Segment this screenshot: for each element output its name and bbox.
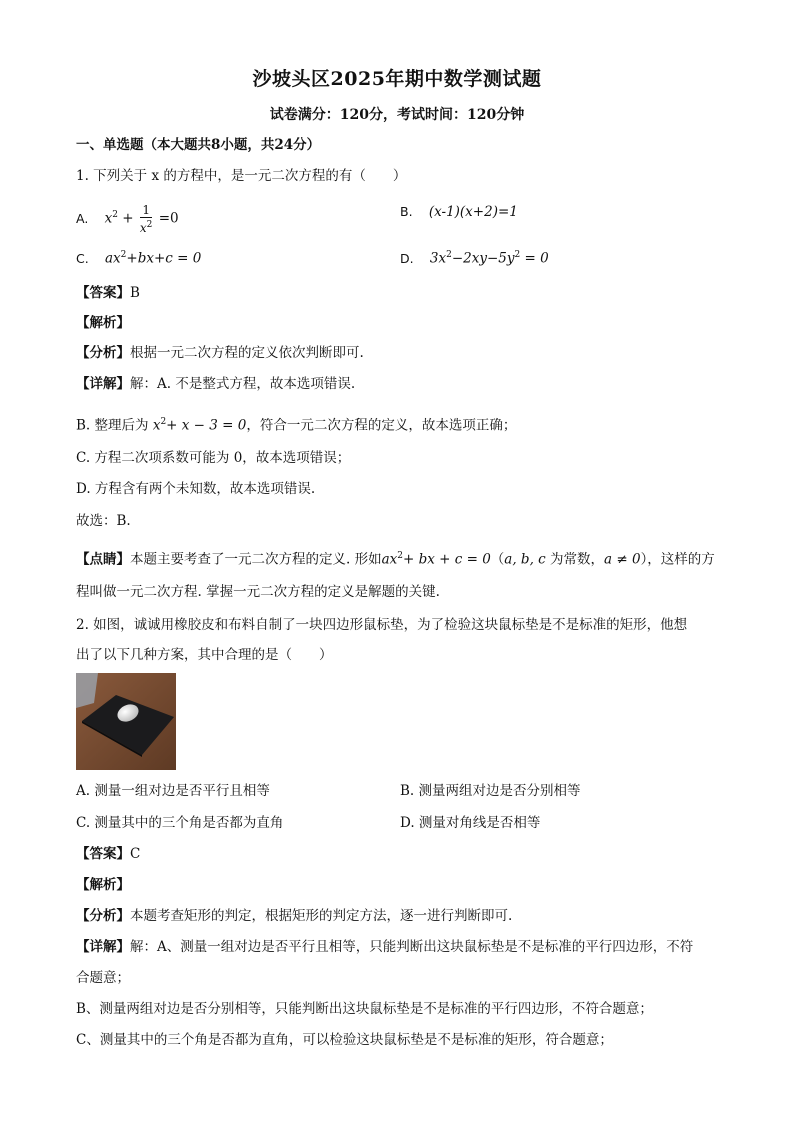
fraction: $\frac{1}{x^2}$ bbox=[139, 203, 153, 235]
q2-xiangjie: 【详解】解：A、测量一组对边是否平行且相等，只能判断出这块鼠标垫是不是标准的平行四边形，不符 bbox=[76, 939, 694, 955]
q1-option-b: B. (x-1)(x+2)=1 bbox=[400, 204, 518, 220]
q1-c-explanation: C. 方程二次项系数可能为 0，故本选项错误； bbox=[76, 450, 351, 466]
page-title: 沙坡头区2025年期中数学测试题 bbox=[252, 68, 542, 90]
q2-b-explanation: B、测量两组对边是否分别相等，只能判断出这块鼠标垫是不是标准的平行四边形，不符合题意； bbox=[76, 1001, 653, 1017]
q1-fenxi: 【分析】根据一元二次方程的定义依次判断即可. bbox=[76, 345, 364, 361]
q1-d-explanation: D. 方程含有两个未知数，故本选项错误. bbox=[76, 481, 316, 497]
q2-xiangjie-line2: 合题意； bbox=[76, 970, 130, 986]
q1-option-c: C. $ax^2+bx+c = 0$ bbox=[76, 250, 202, 267]
q1-option-d: D. $3x^2-2xy-5y^2 = 0$ bbox=[400, 250, 549, 267]
mouse-pad-photo bbox=[76, 673, 176, 770]
q2-stem-line2: 出了以下几种方案，其中合理的是（ ） bbox=[76, 647, 333, 663]
q1-analysis-tag: 【解析】 bbox=[76, 315, 130, 331]
q1-choose: 故选：B. bbox=[76, 513, 131, 529]
q1-stem: 1. 下列关于 x 的方程中，是一元二次方程的有（ ） bbox=[76, 168, 407, 184]
q2-answer: 【答案】C bbox=[76, 846, 141, 862]
section-heading: 一、单选题（本大题共8小题，共24分） bbox=[76, 137, 321, 153]
q1-option-a-label: A. bbox=[76, 210, 89, 226]
q2-option-b: B. 测量两组对边是否分别相等 bbox=[400, 783, 581, 799]
q1-answer: 【答案】B bbox=[76, 285, 140, 301]
q1-dianjing: 【点睛】本题主要考查了一元二次方程的定义. 形如$ax^2+$ bx + c = 0（a, b, c 为常数，a ≠ 0），这样的方 bbox=[76, 551, 715, 568]
q2-c-explanation: C、测量其中的三个角是否都为直角，可以检验这块鼠标垫是不是标准的矩形，符合题意； bbox=[76, 1032, 613, 1048]
q1-b-explanation: B. 整理后为 $x^2+ x - 3 = 0$，符合一元二次方程的定义，故本选项正确； bbox=[76, 417, 517, 434]
q1-xiangjie: 【详解】解：A. 不是整式方程，故本选项错误. bbox=[76, 376, 356, 392]
q2-option-a: A. 测量一组对边是否平行且相等 bbox=[76, 783, 270, 799]
q2-fenxi: 【分析】本题考查矩形的判定，根据矩形的判定方法，逐一进行判断即可. bbox=[76, 908, 513, 924]
q2-option-c: C. 测量其中的三个角是否都为直角 bbox=[76, 815, 284, 831]
q2-option-d: D. 测量对角线是否相等 bbox=[400, 815, 541, 831]
q2-stem-line1: 2. 如图，诚诚用橡胶皮和布料自制了一块四边形鼠标垫，为了检验这块鼠标垫是不是标准的矩形，他想 bbox=[76, 617, 688, 633]
exam-info: 试卷满分：120分，考试时间：120分钟 bbox=[269, 107, 525, 123]
q1-option-a: A. $x^2$ + $\frac{1}{x^2}$ =0 bbox=[76, 203, 179, 235]
q1-dianjing-line2: 程叫做一元二次方程. 掌握一元二次方程的定义是解题的关键. bbox=[76, 584, 440, 600]
q2-analysis-tag: 【解析】 bbox=[76, 877, 130, 893]
